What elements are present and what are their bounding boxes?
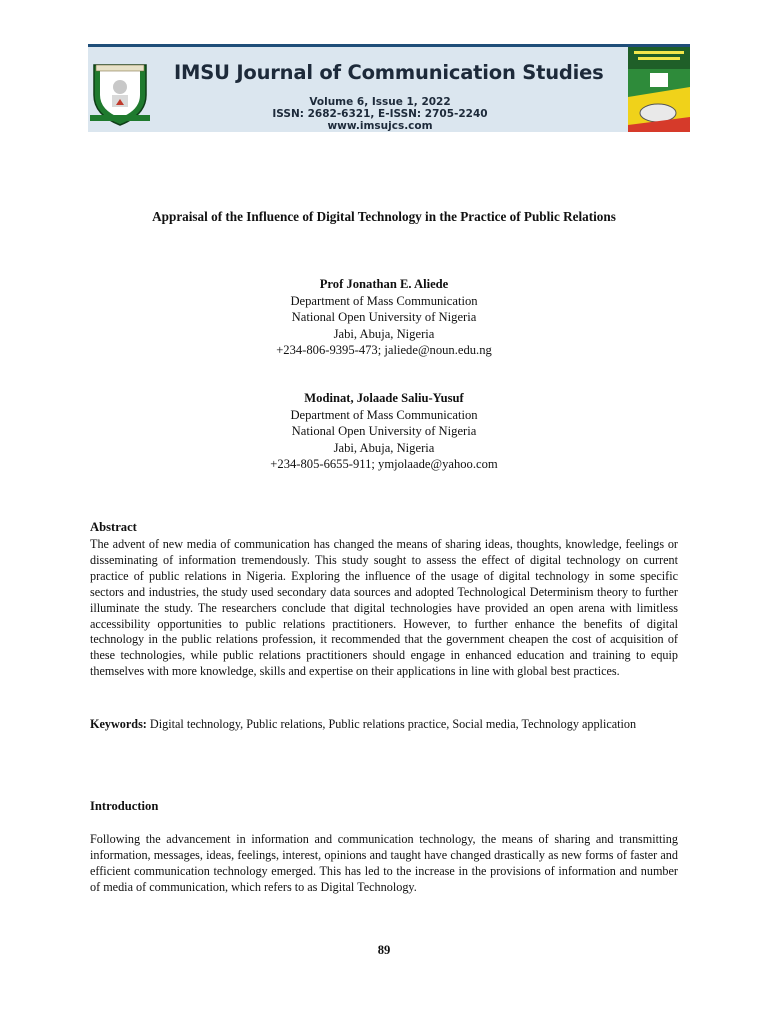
- author-institution: National Open University of Nigeria: [291, 424, 477, 439]
- author-block: [184, 390, 584, 473]
- author-name: Modinat, Jolaade Saliu-Yusuf: [304, 391, 464, 405]
- author-contact: +234-806-9395-473; jaliede@noun.edu.ng: [276, 343, 492, 358]
- keywords-text: Digital technology, Public relations, Public relations practice, Social media, Technology application: [149, 717, 637, 731]
- article-title: Appraisal of the Influence of Digital Technology in the Practice of Public Relations: [152, 209, 616, 224]
- author-location: Jabi, Abuja, Nigeria: [333, 326, 435, 341]
- keywords: [90, 717, 678, 733]
- abstract-text: The advent of new media of communication has changed the means of sharing ideas, thoughts, knowledge, feelings or disseminating of information tremendously. This study sought to assess the effect of digital technology on current practice of public relations in Nigeria. Exploring the influence of the usage of digital technology in some specific sectors and industries, the study used secondary data sources and adopted Technological Determinism theory to further illuminate the study. The researchers conclude that digital technologies have provided an open arena with limitless accessibility opportunities to public relations practitioners. However, to further enhance the benefits of digital technology in the public relations profession, it recommended that the government cheapen the cost of acquisition of these technologies, while public relations practitioners should engage in enhanced education and training to equip themselves with more knowledge, skills and expertise on their applications in line with global best practices.: [90, 537, 678, 679]
- issn: ISSN: 2682-6321, E-ISSN: 2705-2240: [272, 108, 488, 120]
- university-crest-icon: [90, 55, 150, 127]
- journal-banner: [88, 44, 690, 132]
- author-name: Prof Jonathan E. Aliede: [319, 277, 449, 291]
- author-department: Department of Mass Communication: [290, 407, 478, 422]
- author-institution: National Open University of Nigeria: [291, 310, 477, 325]
- keywords-label: Keywords:: [90, 717, 147, 731]
- introduction-heading: Introduction: [90, 799, 159, 813]
- author-contact: +234-805-6655-911; ymjolaade@yahoo.com: [270, 457, 498, 472]
- introduction-text: Following the advancement in information and communication technology, the means of sharing and transmitting information, messages, ideas, feelings, interest, opinions and taught have changed drastically as new forms of faster and efficient communication technology emerged. This has led to the increase in the provisions of information and number of media of communication, which refers to as Digital Technology.: [90, 832, 678, 894]
- author-department: Department of Mass Communication: [290, 293, 478, 308]
- page-number: 89: [377, 943, 391, 957]
- abstract-heading: Abstract: [90, 520, 137, 534]
- author-location: Jabi, Abuja, Nigeria: [333, 440, 435, 455]
- journal-publication-info: [258, 96, 502, 132]
- volume-issue: Volume 6, Issue 1, 2022: [309, 96, 451, 108]
- author-block: [184, 276, 584, 359]
- journal-cover-icon: [628, 47, 690, 132]
- journal-title: IMSU Journal of Communication Studies: [174, 61, 604, 84]
- journal-website: www.imsujcs.com: [327, 120, 433, 132]
